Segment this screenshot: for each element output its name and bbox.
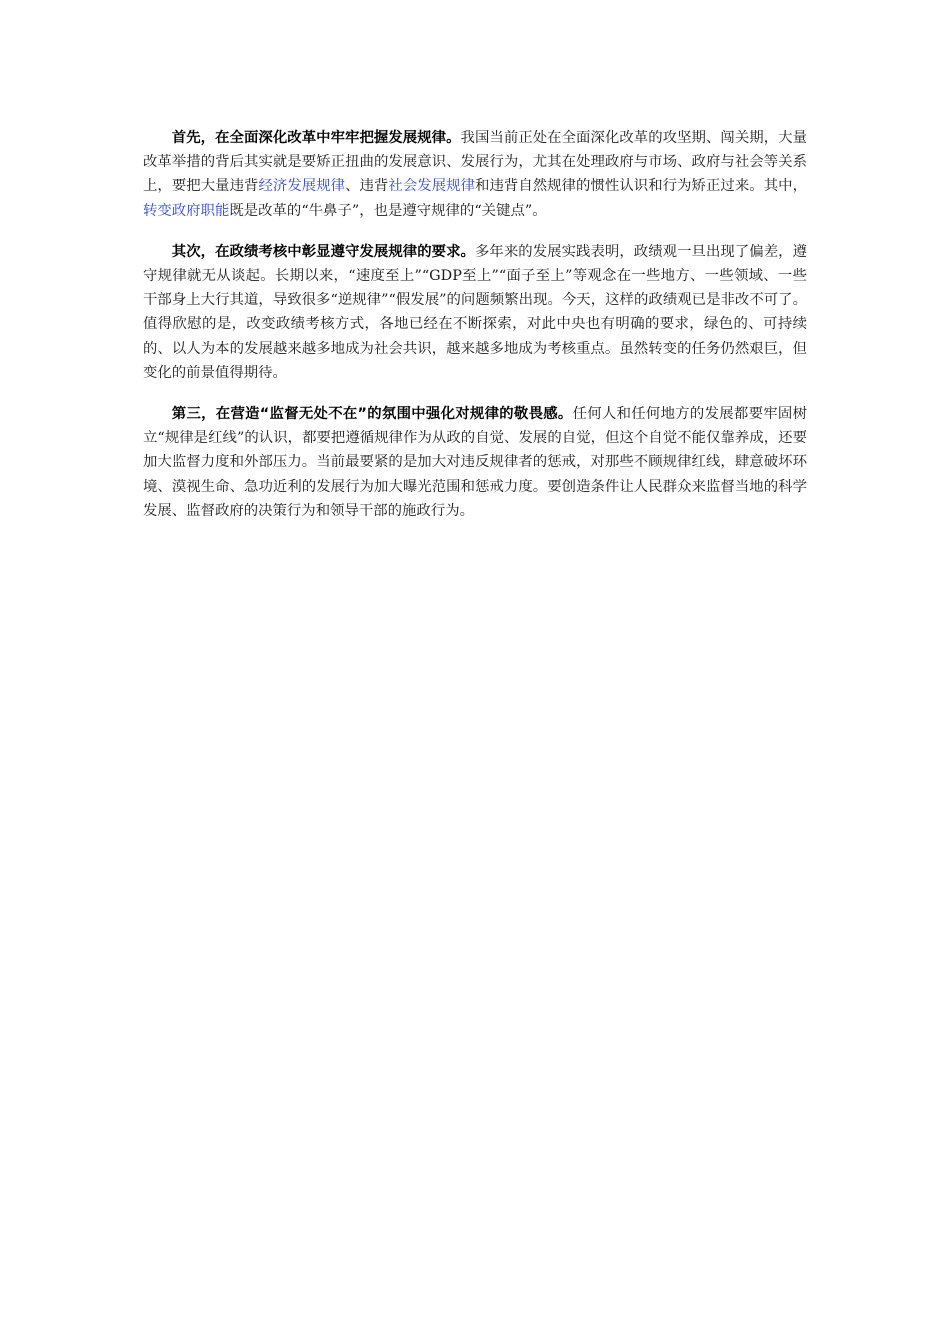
paragraph-text: 任何人和任何地方的发展都要牢固树立“规律是红线”的认识，都要把遵循规律作为从政的自觉、发展的自觉，但这个自觉不能仅靠养成，还要加大监督力度和外部压力。当前最要紧的是加大对违反规律者的惩戒，对那些不顾规律红线，肆意破坏环境、漠视生命、急功近利的发展行为加大曝光范围和惩戒力度。要创造条件让人民群众来监督当地的科学发展、监督政府的决策行为和领导干部的施政行为。 (143, 406, 807, 519)
link-economic-development-law[interactable]: 经济发展规律 (258, 178, 346, 195)
paragraph-first (143, 126, 807, 223)
link-transform-government-functions[interactable]: 转变政府职能 (143, 202, 230, 219)
paragraph-text: 和违背自然规律的惯性认识和行为矫正过来。其中， (475, 178, 807, 195)
paragraph-heading: 首先，在全面深化改革中牢牢把握发展规律。 (171, 130, 461, 146)
paragraph-heading: 其次，在政绩考核中彰显遵守发展规律的要求。 (171, 243, 475, 260)
article-body (143, 126, 807, 540)
paragraph-third (143, 402, 807, 523)
paragraph-text: 多年来的发展实践表明，政绩观一旦出现了偏差，遵守规律就无从谈起。长期以来，“速度至上”“GDP至上”“面子至上”等观念在一些地方、一些领域、一些干部身上大行其道，导致很多“逆规律”“假发展”的问题频繁出现。今天，这样的政绩观已是非改不可了。值得欣慰的是，改变政绩考核方式，各地已经在不断探索，对此中央也有明确的要求，绿色的、可持续的、以人为本的发展越来越多地成为社会共识，越来越多地成为考核重点。虽然转变的任务仍然艰巨，但变化的前景值得期待。 (143, 243, 807, 381)
paragraph-heading: 第三，在营造“监督无处不在”的氛围中强化对规律的敬畏感。 (171, 406, 573, 423)
paragraph-text: 既是改革的“牛鼻子”，也是遵守规律的“关键点”。 (229, 202, 547, 219)
paragraph-text: 我国当前正处在全面深化改革的攻坚期、闯关期，大量改革举措的背后其实就是要矫正扭曲的发展意识、发展行为，尤其在处理政府与市场、政府与社会等关系上，要把大量违背 (143, 130, 807, 195)
link-social-development-law[interactable]: 社会发展规律 (388, 178, 476, 195)
paragraph-text: 、违背 (345, 178, 389, 195)
paragraph-second (143, 240, 807, 385)
